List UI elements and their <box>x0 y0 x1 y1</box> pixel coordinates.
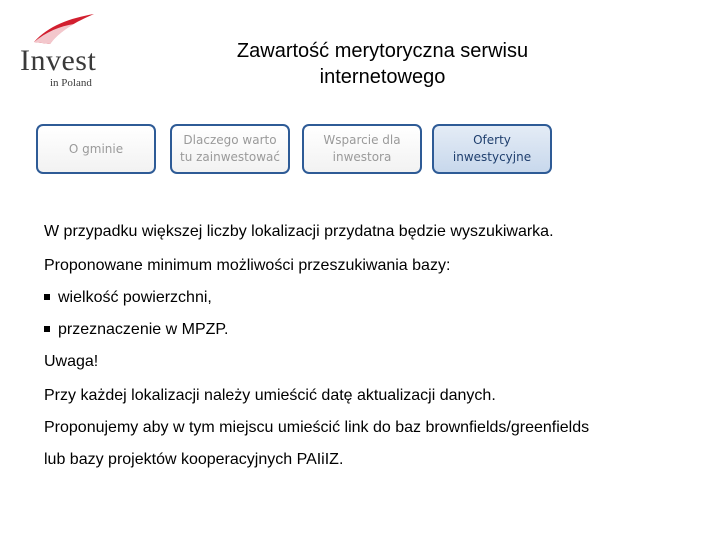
intro-text: W przypadku większej liczby lokalizacji przydatna będzie wyszukiwarka. <box>44 223 554 240</box>
page-title-line-1: Zawartość merytoryczna serwisu <box>236 40 529 62</box>
nav-label-line-2: inwestora <box>332 150 392 164</box>
proposed-text: Proponowane minimum możliwości przeszukiwania bazy: <box>44 257 451 274</box>
nav-label-line-2: tu zainwestować <box>180 150 280 164</box>
bullet-icon <box>44 294 50 300</box>
nav-label-line-2: inwestycyjne <box>452 150 532 164</box>
page-title <box>180 38 585 90</box>
note-label: Uwaga! <box>44 353 99 370</box>
flag-swoosh-icon <box>30 12 96 46</box>
nav-label-line-1: Oferty <box>473 133 511 147</box>
link-text-line-2: lub bazy projektów kooperacyjnych PAIiIZ. <box>44 451 344 468</box>
bullet-text: przeznaczenie w MPZP. <box>58 321 229 338</box>
bullet-icon <box>44 326 50 332</box>
bullet-item <box>44 288 212 308</box>
logo-word: Invest <box>20 44 97 77</box>
invest-in-poland-logo <box>18 12 108 88</box>
logo-subtitle: in Poland <box>50 77 92 89</box>
page-title-line-2: internetowego <box>319 66 446 88</box>
nav-dlaczego-warto-button[interactable] <box>170 124 290 174</box>
nav-label-line-1: Dlaczego warto <box>183 133 277 147</box>
note-text: Przy każdej lokalizacji należy umieścić datę aktualizacji danych. <box>44 387 496 404</box>
nav-oferty-button[interactable] <box>432 124 552 174</box>
nav-label-line-1: O gminie <box>68 141 124 156</box>
nav-o-gminie-button[interactable] <box>36 124 156 174</box>
bullet-item <box>44 320 228 340</box>
nav-wsparcie-button[interactable] <box>302 124 422 174</box>
bullet-text: wielkość powierzchni, <box>58 289 212 306</box>
nav-label-line-1: Wsparcie dla <box>323 133 401 147</box>
link-text-line-1: Proponujemy aby w tym miejscu umieścić link do baz brownfields/greenfields <box>44 419 590 436</box>
